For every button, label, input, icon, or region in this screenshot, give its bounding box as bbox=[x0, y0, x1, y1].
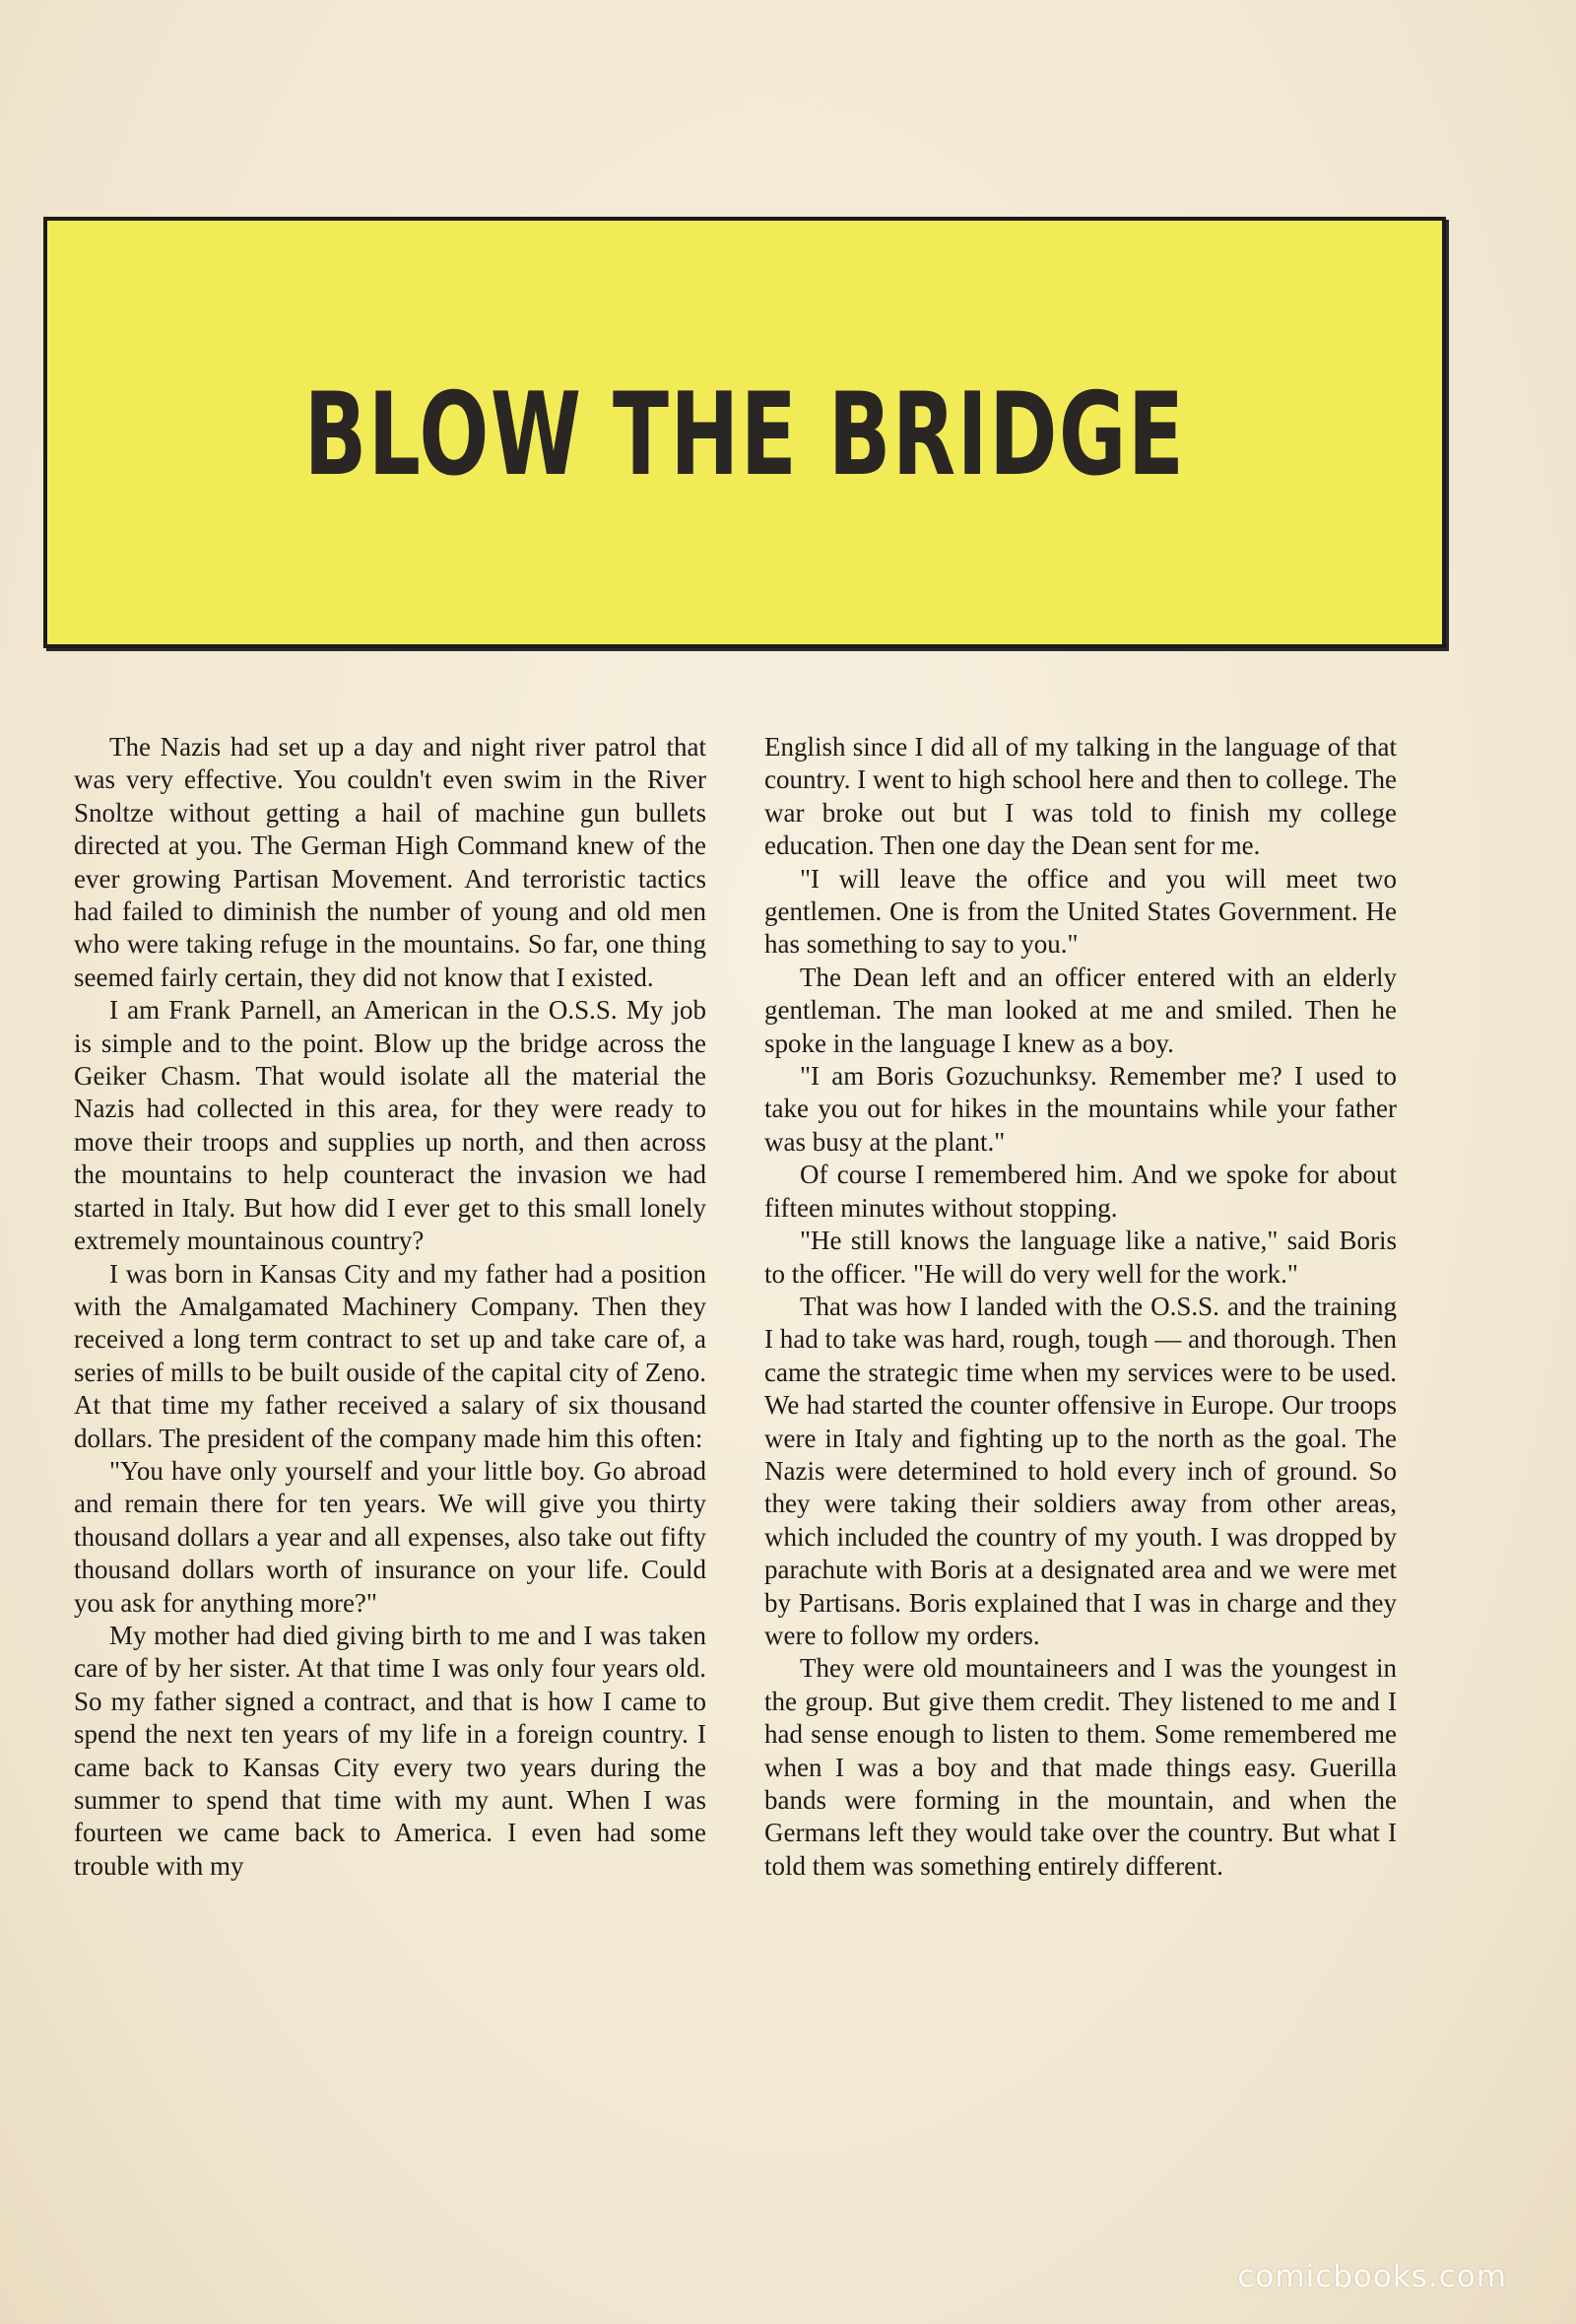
paragraph: That was how I landed with the O.S.S. and the training I had to take was hard, rough, tough — and thorough. Then came the strategic time when my services were to be used. We had started the counter offensive in Europe. Our troops were in Italy and fighting up to the north as the goal. The Nazis were determined to hold every inch of ground. So they were taking their soldiers away from other areas, which included the country of my youth. I was dropped by parachute with Boris at a designated area and we were met by Partisans. Boris explained that I was in charge and they were to follow my orders. bbox=[764, 1291, 1397, 1650]
paragraph: "He still knows the language like a native," said Boris to the officer. "He will do very well for the work." bbox=[764, 1226, 1397, 1289]
paragraph: The Nazis had set up a day and night river patrol that was very effective. You couldn't even swim in the River Snoltze without getting a hail of machine gun bullets directed at you. The German High Command knew of the ever growing Partisan Movement. And terroristic tactics had failed to diminish the number of young and old men who were taking refuge in the mountains. So far, one thing seemed fairly certain, they did not know that I existed. bbox=[74, 732, 706, 992]
paragraph: I was born in Kansas City and my father had a position with the Amalgamated Machinery Company. Then they received a long term contract to set up and take care of, a series of mills to be built ouside of the capital city of Zeno. At that time my father received a salary of six thousand dollars. The president of the company made him this often: bbox=[74, 1258, 706, 1453]
watermark-text: comicbooks.com bbox=[1237, 2259, 1507, 2294]
paragraph-continued: English since I did all of my talking in the language of that country. I went to high school here and then to college. The war broke out but I was told to finish my college education. Then one day the Dean sent for me. bbox=[764, 732, 1397, 861]
text-column-left bbox=[74, 731, 706, 1883]
paragraph: My mother had died giving birth to me and I was taken care of by her sister. At that time I was only four years old. So my father signed a contract, and that is how I came to spend the next ten years of my life in a foreign country. I came back to Kansas City every two years during the summer to spend that time with my aunt. When I was fourteen we came back to America. I even had some trouble with my bbox=[74, 1620, 706, 1881]
paragraph: They were old mountaineers and I was the youngest in the group. But give them credit. They listened to me and I had sense enough to listen to them. Some remembered me when I was a boy and that made things easy. Guerilla bands were forming in the mountain, and when the Germans left they would take over the country. But what I told them was something entirely different. bbox=[764, 1653, 1397, 1881]
paragraph: "I will leave the office and you will meet two gentlemen. One is from the United States Government. He has something to say to you." bbox=[764, 863, 1397, 960]
paragraph: "You have only yourself and your little boy. Go abroad and remain there for ten years. We will give you thirty thousand dollars a year and all expenses, also take out fifty thousand dollars worth of insurance on your life. Could you ask for anything more?" bbox=[74, 1455, 706, 1618]
text-column-right bbox=[764, 731, 1397, 1883]
paragraph: The Dean left and an officer entered with an elderly gentleman. The man looked at me and smiled. Then he spoke in the language I knew as a boy. bbox=[764, 962, 1397, 1058]
story-title: BLOW THE BRIDGE bbox=[303, 368, 1186, 501]
paragraph: Of course I remembered him. And we spoke for about fifteen minutes without stopping. bbox=[764, 1160, 1397, 1223]
paragraph: "I am Boris Gozuchunksy. Remember me? I used to take you out for hikes in the mountains while your father was busy at the plant." bbox=[764, 1061, 1397, 1157]
title-banner bbox=[43, 217, 1446, 648]
paragraph: I am Frank Parnell, an American in the O.S.S. My job is simple and to the point. Blow up the bridge across the Geiker Chasm. That would isolate all the material the Nazis had collected in this area, for they were ready to move their troops and supplies up north, and then across the mountains to help counteract the invasion we had started in Italy. But how did I ever get to this small lonely extremely mountainous country? bbox=[74, 995, 706, 1256]
